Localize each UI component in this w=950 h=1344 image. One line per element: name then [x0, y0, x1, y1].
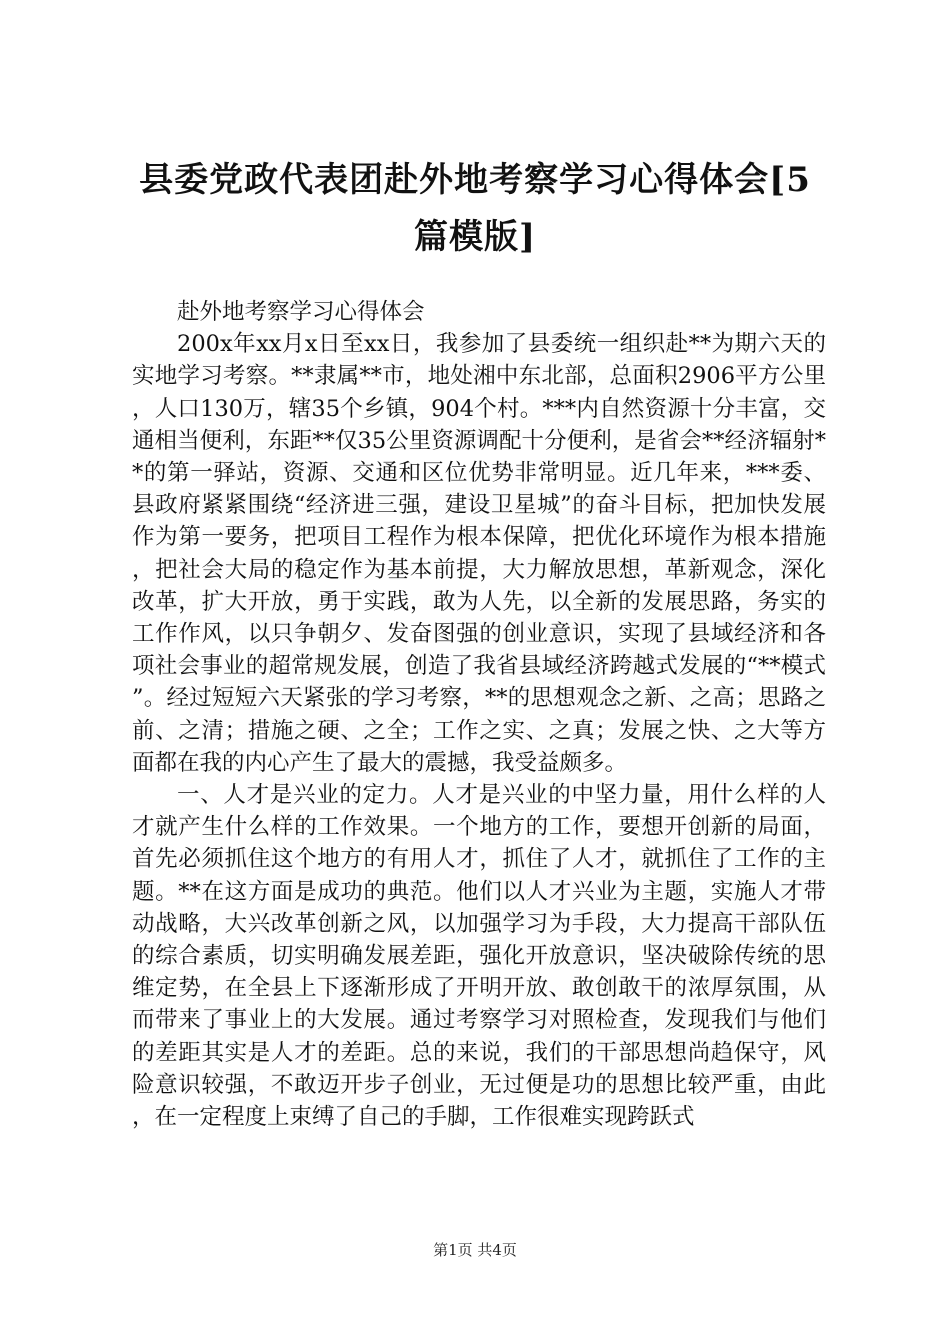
- page-number-footer: 第1页 共4页: [433, 1241, 517, 1259]
- intro-paragraph: 200x年xx月x日至xx日，我参加了县委统一组织赴**为期六天的实地学习考察。**隶属**市，地处湘中东北部，总面积2906平方公里，人口130万，辖35个乡镇，904个村。***内自然资源十分丰富，交通相当便利，东距**仅35公里资源调配十分便利，是省会**经济辐射**的第一驿站，资源、交通和区位优势非常明显。近几年来，***委、县政府紧紧围绕“经济进三强，建设卫星城”的奋斗目标，把加快发展作为第一要务，把项目工程作为根本保障，把优化环境作为根本措施，把社会大局的稳定作为基本前提，大力解放思想，革新观念，深化改革，扩大开放，勇于实践，敢为人先，以全新的发展思路，务实的工作作风，以只争朝夕、发奋图强的创业意识，实现了县域经济和各项社会事业的超常规发展，创造了我省县域经济跨越式发展的“**模式”。经过短短六天紧张的学习考察，**的思想观念之新、之高；思路之前、之清；措施之硬、之全；工作之实、之真；发展之快、之大等方面都在我的内心产生了最大的震撼，我受益颇多。: [132, 331, 826, 776]
- subtitle-paragraph: 赴外地考察学习心得体会: [177, 299, 425, 325]
- document-title: 县委党政代表团赴外地考察学习心得体会[5篇模版]: [139, 160, 811, 257]
- document-body: [132, 296, 826, 1133]
- section-one-paragraph: 一、人才是兴业的定力。人才是兴业的中坚力量，用什么样的人才就产生什么样的工作效果。一个地方的工作，要想开创新的局面，首先必须抓住这个地方的有用人才，抓住了人才，就抓住了工作的主题。**在这方面是成功的典范。他们以人才兴业为主题，实施人才带动战略，大兴改革创新之风，以加强学习为手段，大力提高干部队伍的综合素质，切实明确发展差距，强化开放意识，坚决破除传统的思维定势，在全县上下逐渐形成了开明开放、敢创敢干的浓厚氛围，从而带来了事业上的大发展。通过考察学习对照检查，发现我们与他们的差距其实是人才的差距。总的来说，我们的干部思想尚趋保守，风险意识较强，不敢迈开步子创业，无过便是功的思想比较严重，由此，在一定程度上束缚了自己的手脚，工作很难实现跨跃式: [132, 782, 826, 1131]
